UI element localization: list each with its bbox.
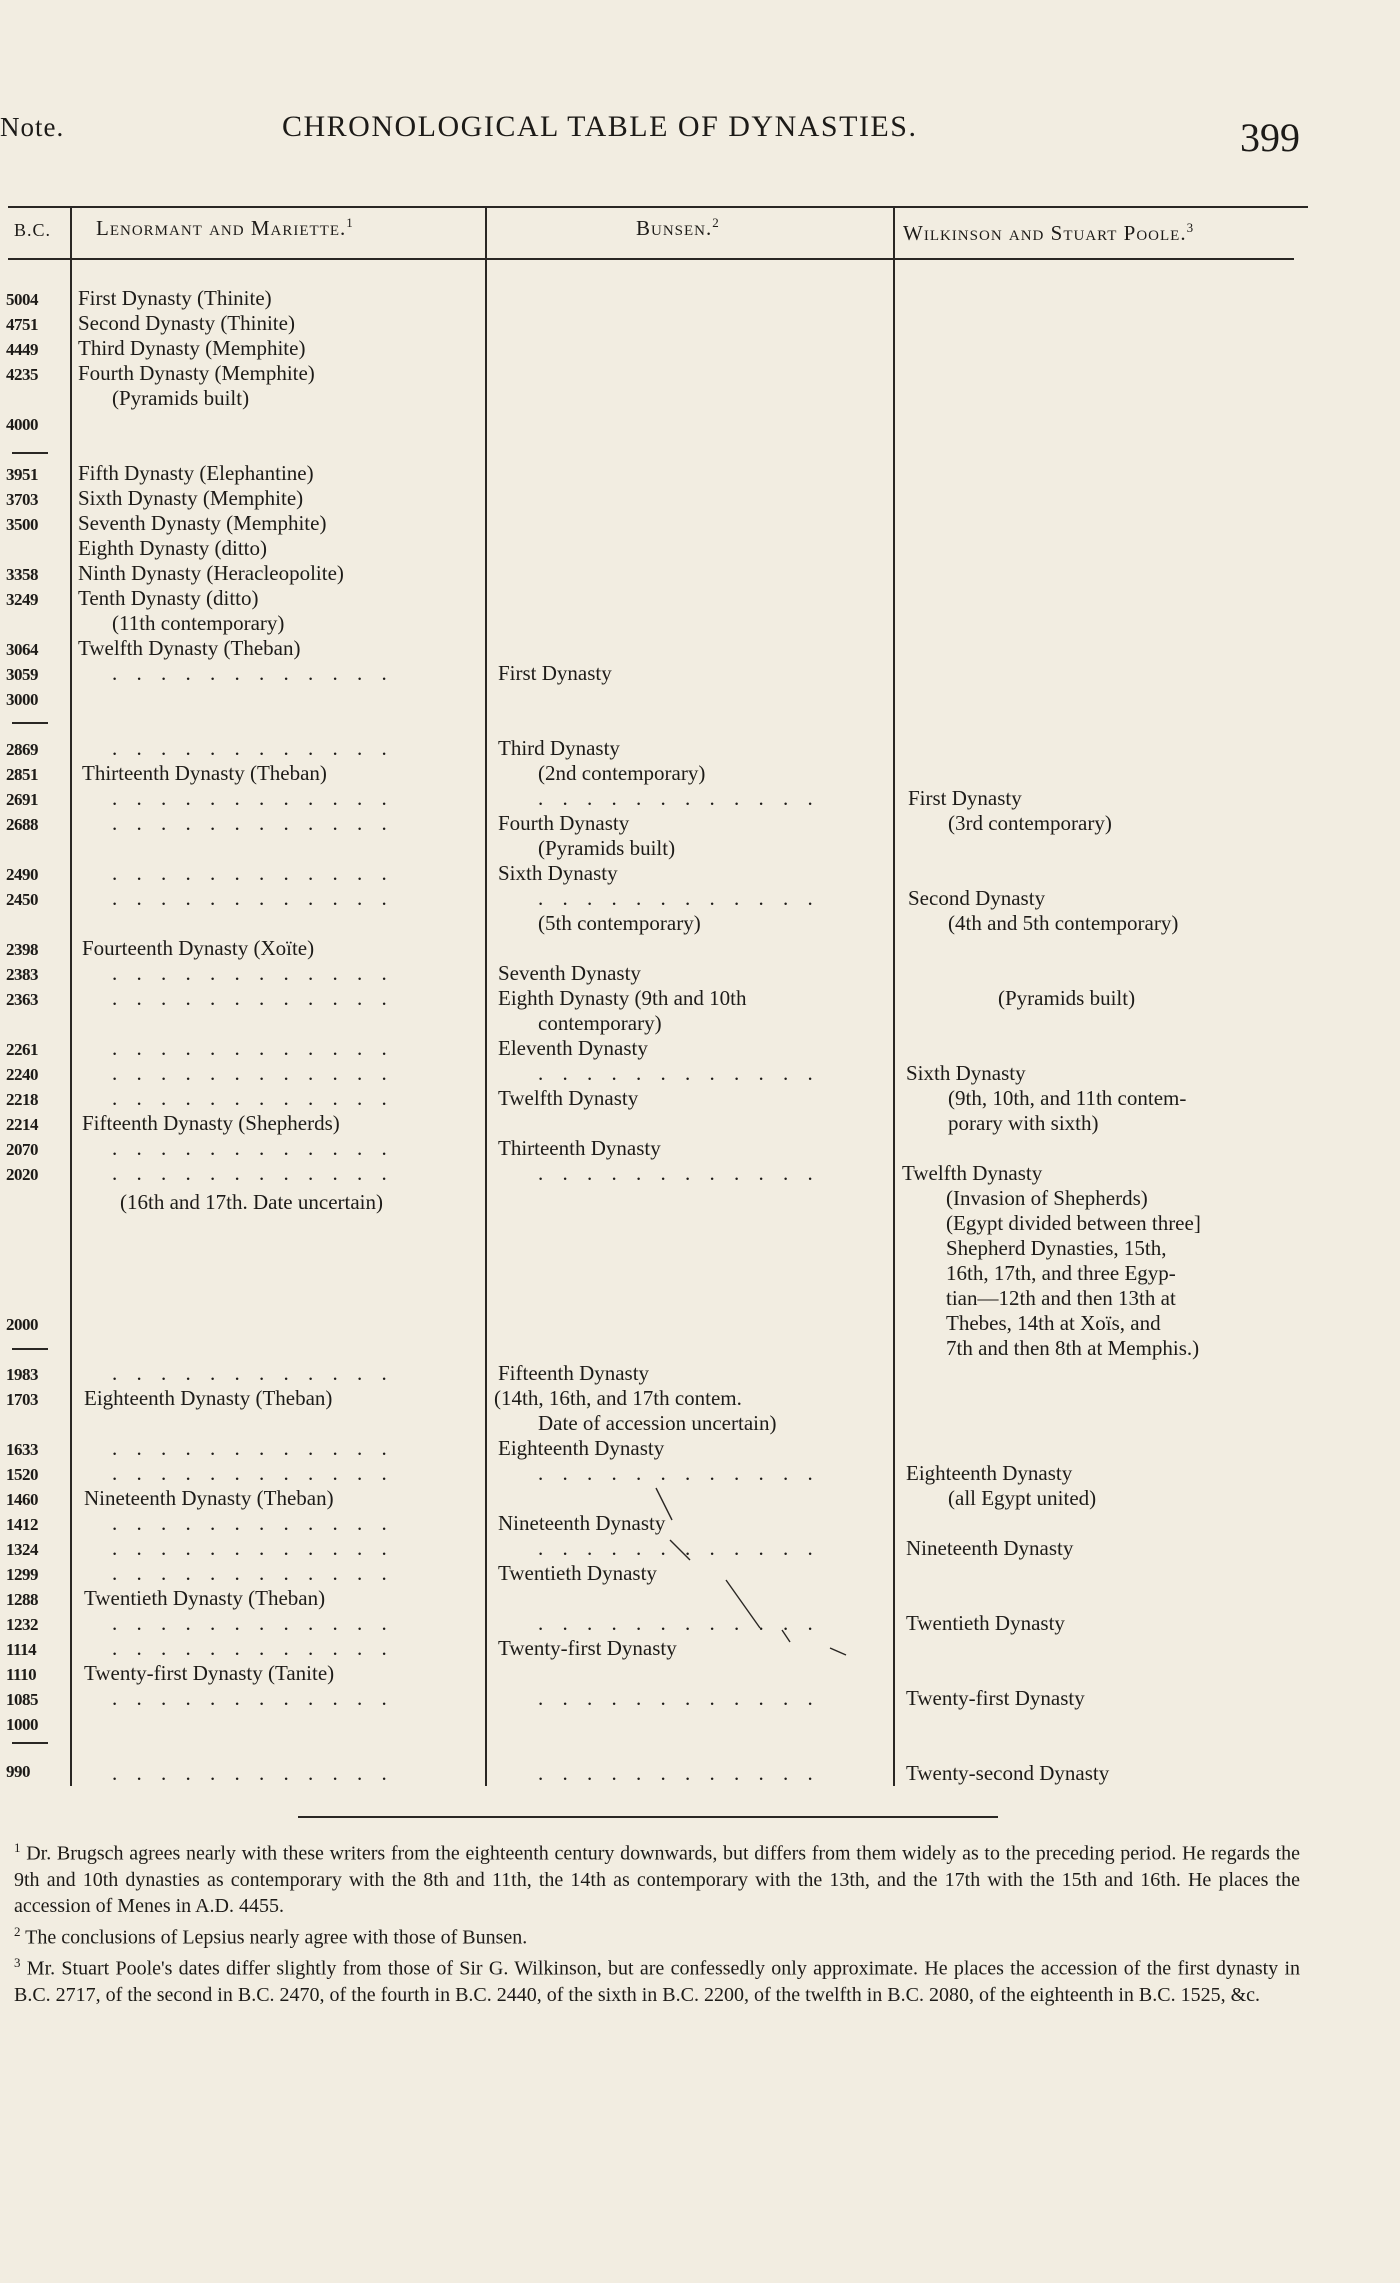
lenormant-entry: Eighth Dynasty (ditto)	[78, 536, 267, 560]
lenormant-dots: . . . . . . . . . . . .	[112, 1761, 394, 1785]
year-cell: 3059	[6, 665, 38, 684]
lenormant-dots: . . . . . . . . . . . .	[112, 1061, 394, 1085]
year-cell: 2691	[6, 790, 38, 809]
year-cell: 1324	[6, 1540, 38, 1559]
year-cell: 2000	[6, 1315, 38, 1334]
lenormant-dots: . . . . . . . . . . . .	[112, 861, 394, 885]
column-header-wilkinson: Wilkinson and Stuart Poole.$^3$	[903, 220, 1195, 245]
lenormant-dots: . . . . . . . . . . . .	[112, 1036, 394, 1060]
bunsen-entry: Twelfth Dynasty	[498, 1086, 639, 1110]
year-cell: 1110	[6, 1665, 37, 1684]
wilkinson-entry: (Invasion of Shepherds)	[946, 1186, 1148, 1210]
year-cell: 2869	[6, 740, 38, 759]
wilkinson-entry: (Pyramids built)	[998, 986, 1136, 1010]
wilkinson-entry: Shepherd Dynasties, 15th,	[946, 1236, 1167, 1260]
lenormant-dots: . . . . . . . . . . . .	[112, 1161, 394, 1185]
year-cell: 2383	[6, 965, 38, 984]
bunsen-entry: (Pyramids built)	[538, 836, 676, 860]
bunsen-entry: First Dynasty	[498, 661, 612, 685]
column-header-bc: B.C.	[14, 220, 52, 240]
year-cell: 990	[6, 1762, 30, 1781]
lenormant-entry: Fifteenth Dynasty (Shepherds)	[82, 1111, 340, 1135]
bunsen-dots: . . . . . . . . . . . .	[538, 1686, 820, 1710]
lenormant-entry: Tenth Dynasty (ditto)	[78, 586, 259, 610]
bunsen-entry: Fifteenth Dynasty	[498, 1361, 650, 1385]
bunsen-entry: Sixth Dynasty	[498, 861, 618, 885]
lenormant-dots: . . . . . . . . . . . .	[112, 1086, 394, 1110]
bunsen-entry: Eleventh Dynasty	[498, 1036, 648, 1060]
year-cell: 2398	[6, 940, 38, 959]
bunsen-entry: Third Dynasty	[498, 736, 620, 760]
year-cell: 2450	[6, 890, 38, 909]
year-cell: 1460	[6, 1490, 38, 1509]
lenormant-dots: . . . . . . . . . . . .	[112, 1461, 394, 1485]
lenormant-entry: Eighteenth Dynasty (Theban)	[84, 1386, 333, 1410]
lenormant-entry: Fifth Dynasty (Elephantine)	[78, 461, 314, 485]
bunsen-entry: (14th, 16th, and 17th contem.	[494, 1386, 742, 1410]
year-cell: 1114	[6, 1640, 37, 1659]
wilkinson-entry: Sixth Dynasty	[906, 1061, 1026, 1085]
lenormant-dots: . . . . . . . . . . . .	[112, 661, 394, 685]
column-header-lenormant: Lenormant and Mariette.$^1$	[96, 215, 354, 240]
lenormant-entry: Seventh Dynasty (Memphite)	[78, 511, 327, 535]
lenormant-entry: First Dynasty (Thinite)	[78, 286, 272, 310]
year-cell: 4449	[6, 340, 38, 359]
year-cell: 2688	[6, 815, 38, 834]
footnote: $^2$ The conclusions of Lepsius nearly agree with those of Bunsen.	[14, 1923, 528, 1949]
footnote: $^3$ Mr. Stuart Poole's dates differ slightly from those of Sir G. Wilkinson, but are confessedly only approximate. He places the accession of the first dynasty in B.C. 2717, of the second in B.C. 2470, of the fourth in B.C. 2440, of the sixth in B.C. 2200, of the twelfth in B.C. 2080, of the eighteenth in B.C. 1525, &c.	[14, 1955, 1300, 2006]
year-cell: 3703	[6, 490, 38, 509]
bunsen-dots: . . . . . . . . . . . .	[538, 886, 820, 910]
year-cell: 5004	[6, 290, 38, 309]
year-cell: 4000	[6, 415, 38, 434]
lenormant-entry: (16th and 17th. Date uncertain)	[120, 1190, 383, 1214]
bunsen-dots: . . . . . . . . . . . .	[538, 1161, 820, 1185]
year-cell: 4751	[6, 315, 38, 334]
year-cell: 2020	[6, 1165, 38, 1184]
lenormant-entry: Sixth Dynasty (Memphite)	[78, 486, 304, 510]
year-cell: 2851	[6, 765, 38, 784]
year-cell: 1232	[6, 1615, 38, 1634]
lenormant-dots: . . . . . . . . . . . .	[112, 1561, 394, 1585]
year-cell: 1299	[6, 1565, 38, 1584]
footnote: $^1$ Dr. Brugsch agrees nearly with these writers from the eighteenth century downwards, but differs from them widely as to the preceding period. He regards the 9th and 10th dynasties as contemporary with the 8th and 11th, the 14th as contemporary with the 13th, and the 17th with the 15th and 16th. He places the accession of Menes in A.D. 4455.	[14, 1840, 1301, 1917]
lenormant-entry: Ninth Dynasty (Heracleopolite)	[78, 561, 344, 585]
lenormant-entry: (Pyramids built)	[112, 386, 250, 410]
wilkinson-entry: Twenty-second Dynasty	[906, 1761, 1110, 1785]
wilkinson-entry: porary with sixth)	[948, 1111, 1099, 1135]
bunsen-dots: . . . . . . . . . . . .	[538, 786, 820, 810]
bunsen-dots: . . . . . . . . . . . .	[538, 1761, 820, 1785]
year-cell: 2261	[6, 1040, 38, 1059]
wilkinson-entry: Eighteenth Dynasty	[906, 1461, 1073, 1485]
bunsen-dots: . . . . . . . . . . . .	[538, 1611, 820, 1635]
year-cell: 1633	[6, 1440, 38, 1459]
year-cell: 2218	[6, 1090, 38, 1109]
lenormant-entry: Fourth Dynasty (Memphite)	[78, 361, 315, 385]
bunsen-entry: Twenty-first Dynasty	[498, 1636, 677, 1660]
year-cell: 2363	[6, 990, 38, 1009]
year-cell: 2240	[6, 1065, 38, 1084]
lenormant-entry: Twelfth Dynasty (Theban)	[78, 636, 301, 660]
wilkinson-entry: 16th, 17th, and three Egyp-	[946, 1261, 1176, 1285]
year-cell: 3951	[6, 465, 38, 484]
year-cell: 1983	[6, 1365, 38, 1384]
page-number: 399	[1240, 115, 1300, 160]
year-cell: 3064	[6, 640, 38, 659]
wilkinson-entry: 7th and then 8th at Memphis.)	[946, 1336, 1200, 1360]
bunsen-entry: (2nd contemporary)	[538, 761, 706, 785]
lenormant-entry: Second Dynasty (Thinite)	[78, 311, 295, 335]
lenormant-dots: . . . . . . . . . . . .	[112, 886, 394, 910]
bunsen-dots: . . . . . . . . . . . .	[538, 1536, 820, 1560]
wilkinson-entry: Twenty-first Dynasty	[906, 1686, 1085, 1710]
column-header-bunsen: Bunsen.$^2$	[636, 215, 720, 240]
page-title: CHRONOLOGICAL TABLE OF DYNASTIES.	[282, 110, 918, 143]
bunsen-entry: Date of accession uncertain)	[538, 1411, 777, 1435]
bunsen-entry: Eighth Dynasty (9th and 10th	[498, 986, 747, 1010]
wilkinson-entry: Twentieth Dynasty	[906, 1611, 1065, 1635]
lenormant-dots: . . . . . . . . . . . .	[112, 1511, 394, 1535]
wilkinson-entry: (3rd contemporary)	[948, 811, 1112, 835]
lenormant-dots: . . . . . . . . . . . .	[112, 986, 394, 1010]
lenormant-dots: . . . . . . . . . . . .	[112, 1136, 394, 1160]
year-cell: 1085	[6, 1690, 38, 1709]
wilkinson-entry: Nineteenth Dynasty	[906, 1536, 1074, 1560]
wilkinson-entry: (9th, 10th, and 11th contem-	[948, 1086, 1187, 1110]
lenormant-dots: . . . . . . . . . . . .	[112, 1436, 394, 1460]
lenormant-entry: Twenty-first Dynasty (Tanite)	[84, 1661, 335, 1685]
lenormant-dots: . . . . . . . . . . . .	[112, 1361, 394, 1385]
year-cell: 4235	[6, 365, 38, 384]
bunsen-dots: . . . . . . . . . . . .	[538, 1061, 820, 1085]
bunsen-entry: Fourth Dynasty	[498, 811, 630, 835]
year-cell: 1000	[6, 1715, 38, 1734]
wilkinson-entry: tian—12th and then 13th at	[946, 1286, 1176, 1310]
lenormant-dots: . . . . . . . . . . . .	[112, 1611, 394, 1635]
bunsen-entry: Seventh Dynasty	[498, 961, 641, 985]
year-cell: 1412	[6, 1515, 38, 1534]
year-cell: 3500	[6, 515, 38, 534]
bunsen-entry: Nineteenth Dynasty	[498, 1511, 666, 1535]
lenormant-dots: . . . . . . . . . . . .	[112, 736, 394, 760]
bunsen-entry: Thirteenth Dynasty	[498, 1136, 661, 1160]
footnotes	[14, 1835, 1300, 2008]
lenormant-dots: . . . . . . . . . . . .	[112, 1686, 394, 1710]
lenormant-dots: . . . . . . . . . . . .	[112, 961, 394, 985]
bunsen-entry: contemporary)	[538, 1011, 662, 1035]
lenormant-entry: Twentieth Dynasty (Theban)	[84, 1586, 326, 1610]
year-cell: 3249	[6, 590, 38, 609]
year-cell: 3000	[6, 690, 38, 709]
wilkinson-entry: (4th and 5th contemporary)	[948, 911, 1179, 935]
lenormant-dots: . . . . . . . . . . . .	[112, 1636, 394, 1660]
wilkinson-entry: (all Egypt united)	[948, 1486, 1097, 1510]
wilkinson-entry: Thebes, 14th at Xoïs, and	[946, 1311, 1161, 1335]
wilkinson-entry: Second Dynasty	[908, 886, 1046, 910]
lenormant-dots: . . . . . . . . . . . .	[112, 811, 394, 835]
bunsen-entry: (5th contemporary)	[538, 911, 701, 935]
bunsen-entry: Eighteenth Dynasty	[498, 1436, 665, 1460]
year-cell: 2070	[6, 1140, 38, 1159]
wilkinson-entry: Twelfth Dynasty	[902, 1161, 1043, 1185]
lenormant-entry: (11th contemporary)	[112, 611, 285, 635]
lenormant-entry: Nineteenth Dynasty (Theban)	[84, 1486, 334, 1510]
running-head-note: Note.	[0, 112, 65, 142]
lenormant-entry: Third Dynasty (Memphite)	[78, 336, 306, 360]
year-cell: 2214	[6, 1115, 38, 1134]
wilkinson-entry: (Egypt divided between three]	[946, 1211, 1201, 1235]
lenormant-dots: . . . . . . . . . . . .	[112, 1536, 394, 1560]
bunsen-dots: . . . . . . . . . . . .	[538, 1461, 820, 1485]
footnote-rule	[298, 1816, 998, 1818]
year-cell: 1520	[6, 1465, 38, 1484]
year-cell: 1703	[6, 1390, 38, 1409]
lenormant-entry: Fourteenth Dynasty (Xoïte)	[82, 936, 315, 960]
lenormant-dots: . . . . . . . . . . . .	[112, 786, 394, 810]
bunsen-entry: Twentieth Dynasty	[498, 1561, 657, 1585]
year-cell: 3358	[6, 565, 38, 584]
lenormant-entry: Thirteenth Dynasty (Theban)	[82, 761, 327, 785]
wilkinson-entry: First Dynasty	[908, 786, 1022, 810]
year-cell: 1288	[6, 1590, 38, 1609]
year-cell: 2490	[6, 865, 38, 884]
